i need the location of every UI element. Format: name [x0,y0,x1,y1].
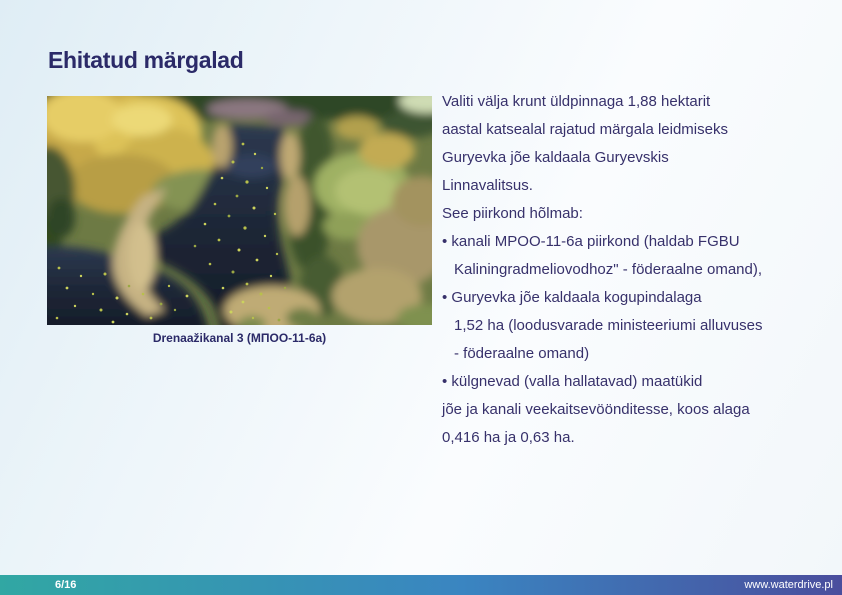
body-line: aastal katsealal rajatud märgala leidmiseks [442,121,728,138]
body-text-block [442,88,802,452]
body-line: - föderaalne omand) [454,345,590,362]
body-line-bullet: • Guryevka jõe kaldaala kogupindalaga [442,289,702,306]
body-line: Guryevka jõe kaldaala Guryevskis [442,149,669,166]
body-line: Linnavalitsus. [442,177,533,194]
wetland-aerial-photo-art [47,96,432,325]
body-line: Valiti välja krunt üldpinnaga 1,88 hektarit [442,93,711,110]
wetland-aerial-photo [47,96,432,325]
website-link[interactable]: www.waterdrive.pl [744,579,833,591]
body-line-bullet: • külgnevad (valla hallatavad) maatükid [442,373,703,390]
page-number: 6/16 [55,579,77,591]
body-line: Kaliningradmeliovodhoz" - föderaalne omand), [454,261,763,278]
photo-caption: Drenaažikanal 3 (МПОО-11-6а) [152,331,327,345]
body-line-bullet: • kanali MPOO-11-6a piirkond (haldab FGBU [442,233,740,250]
page-title: Ehitatud märgalad [48,47,244,73]
body-line: See piirkond hõlmab: [442,205,583,222]
body-line: 1,52 ha (loodusvarade ministeeriumi alluvuses [454,317,763,334]
body-line: jõe ja kanali veekaitsevöönditesse, koos alaga [442,401,750,418]
footer-bar [0,575,842,595]
body-line: 0,416 ha ja 0,63 ha. [442,429,575,446]
